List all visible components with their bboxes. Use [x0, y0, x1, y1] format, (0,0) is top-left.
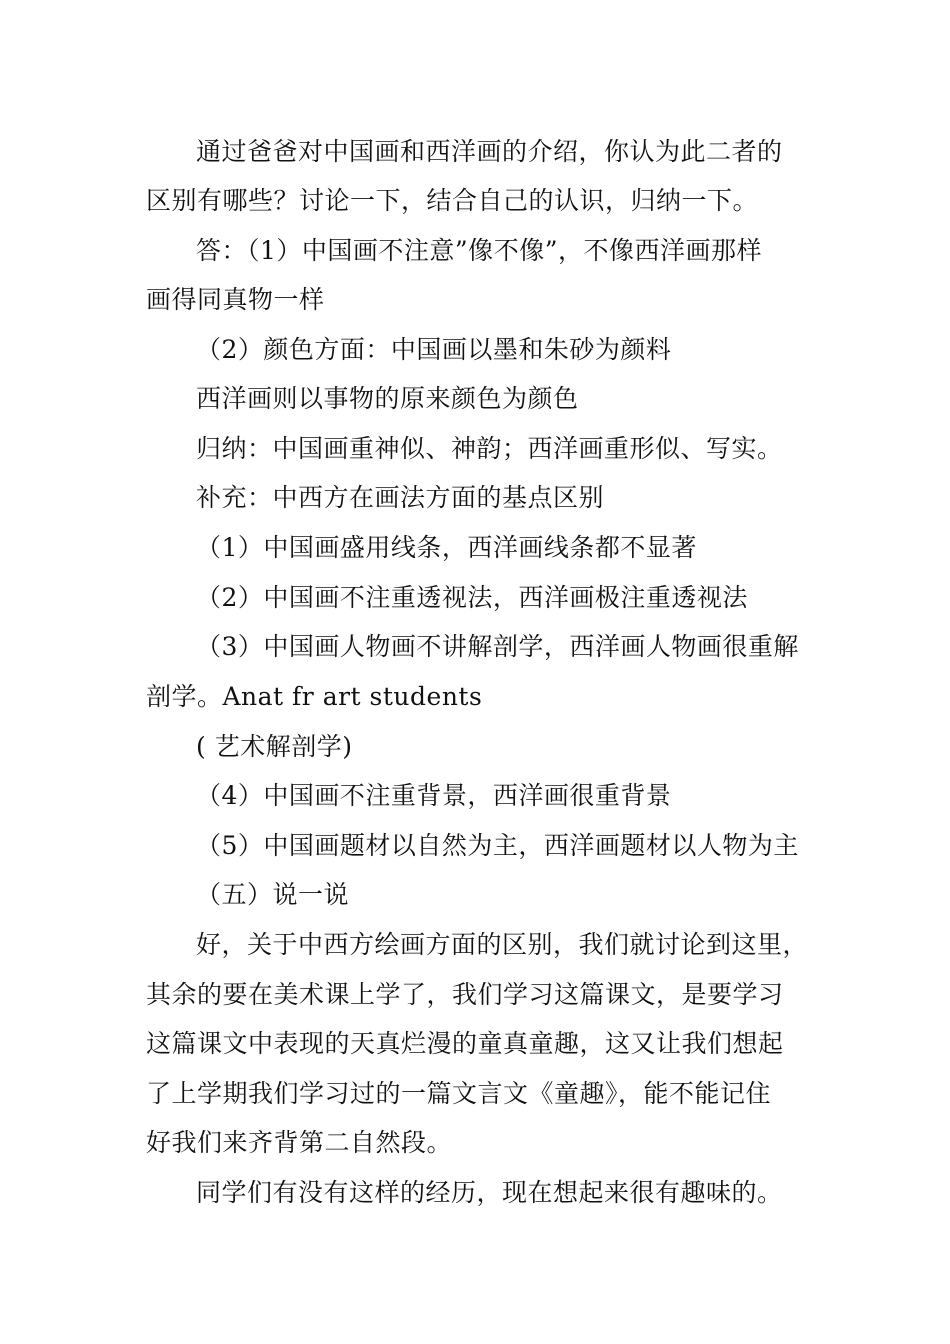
paragraph-line: 画得同真物一样 [146, 285, 325, 314]
paragraph-line: 通过爸爸对中国画和西洋画的介绍，你认为此二者的 [196, 137, 783, 166]
paragraph-line: 西洋画则以事物的原来颜色为颜色 [196, 384, 579, 413]
paragraph-line: ( 艺术解剖学) [196, 732, 353, 761]
paragraph-line: （2）颜色方面：中国画以墨和朱砂为颜料 [196, 335, 672, 364]
paragraph-line: （3）中国画人物画不讲解剖学，西洋画人物画很重解 [196, 632, 799, 661]
paragraph-line: 其余的要在美术课上学了，我们学习这篇课文，是要学习 [146, 980, 784, 1009]
paragraph-line: （2）中国画不注重透视法，西洋画极注重透视法 [196, 583, 748, 612]
paragraph-line: 了上学期我们学习过的一篇文言文《童趣》，能不能记住 [146, 1079, 772, 1108]
paragraph-line: 区别有哪些？讨论一下，结合自己的认识，归纳一下。 [146, 186, 759, 215]
paragraph-line: 答：（1）中国画不注意”像不像”，不像西洋画那样 [196, 236, 762, 265]
paragraph-line: 补充：中西方在画法方面的基点区别 [196, 483, 605, 512]
paragraph-line: 同学们有没有这样的经历，现在想起来很有趣味的。 [196, 1178, 783, 1207]
paragraph-line: 剖学。Anat fr art students [146, 682, 483, 711]
paragraph-line: 这篇课文中表现的天真烂漫的童真童趣，这又让我们想起 [146, 1029, 784, 1058]
paragraph-line: （5）中国画题材以自然为主，西洋画题材以人物为主 [196, 831, 799, 860]
paragraph-line: （4）中国画不注重背景，西洋画很重背景 [196, 781, 672, 810]
section-heading: （五）说一说 [196, 880, 350, 909]
paragraph-line: 好，关于中西方绘画方面的区别，我们就讨论到这里， [196, 930, 809, 959]
paragraph-line: 好我们来齐背第二自然段。 [146, 1128, 453, 1157]
paragraph-line: 归纳：中国画重神似、神韵；西洋画重形似、写实。 [196, 434, 783, 463]
paragraph-line: （1）中国画盛用线条，西洋画线条都不显著 [196, 533, 697, 562]
